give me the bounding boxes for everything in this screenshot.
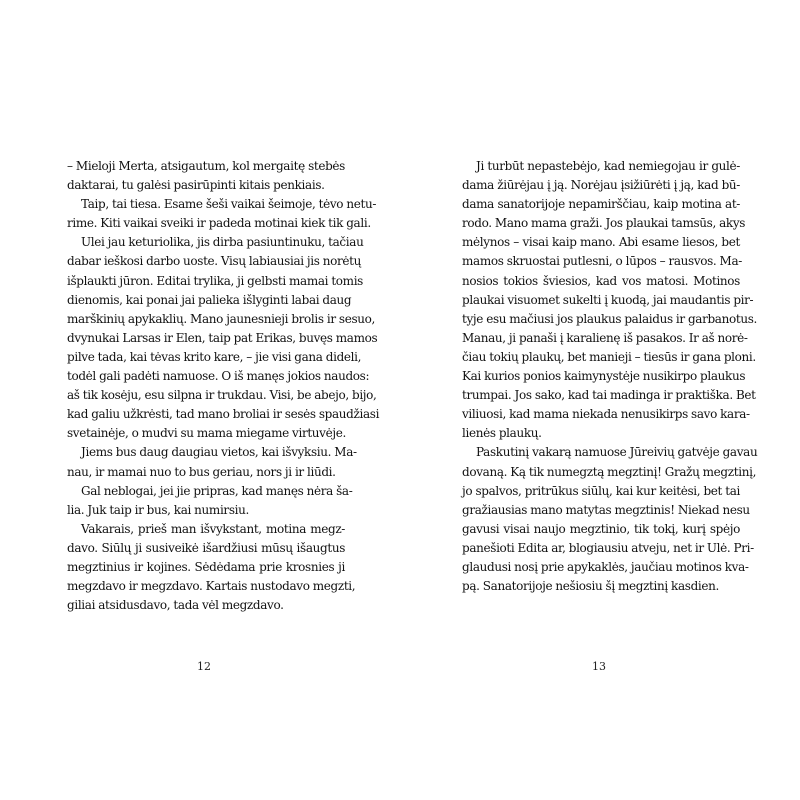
text-line: dovaną. Ką tik numegztą megztinį! Gražų megztinį, <box>462 464 757 479</box>
text-line: plaukai visuomet sukelti į kuodą, jai maudantis pir- <box>462 292 754 307</box>
text-line: trumpai. Jos sako, kad tai madinga ir praktiška. Bet <box>462 388 756 403</box>
text-line: marškinių apykaklių. Mano jaunesnieji brolis ir sesuo, <box>67 311 375 326</box>
text-line: viliuosi, kad mama niekada nenusikirps savo kara- <box>462 407 750 422</box>
text-line: Ulei jau keturiolika, jis dirba pasiuntinuku, tačiau <box>81 235 364 250</box>
text-line: giliai atsidusdavo, tada vėl megzdavo. <box>67 598 284 613</box>
text-line: kad galiu užkrėsti, tad mano broliai ir sesės spaudžiasi <box>67 407 380 422</box>
text-line: aš tik kosėju, esu silpna ir trukdau. Visi, be abejo, bijo, <box>67 388 377 403</box>
text-line: Taip, tai tiesa. Esame šeši vaikai šeimoje, tėvo netu- <box>81 197 377 212</box>
right-page <box>400 0 800 800</box>
text-line: daktarai, tu galėsi pasirūpinti kitais penkiais. <box>67 178 325 193</box>
text-line: dienomis, kai ponai jai palieka išlyginti labai daug <box>67 292 352 307</box>
text-line: rime. Kiti vaikai sveiki ir padeda motinai kiek tik gali. <box>67 216 371 231</box>
page-number: 13 <box>592 660 606 673</box>
text-line: Kai kurios ponios kaimynystėje nusikirpo plaukus <box>462 369 746 384</box>
text-line: nau, ir mamai nuo to bus geriau, nors ji ir liūdi. <box>67 464 336 479</box>
text-line: dabar ieškosi darbo uoste. Visų labiausiai jis norėtų <box>67 254 361 269</box>
text-line: lia. Juk taip ir bus, kai numirsiu. <box>67 502 249 517</box>
left-page-text <box>67 157 380 615</box>
right-page-text <box>462 157 758 596</box>
text-line: gavusi visai naujo megztinio, tik tokį, kurį spėjo <box>462 521 740 536</box>
text-line: – Mieloji Merta, atsigautum, kol mergaitę stebės <box>67 159 345 173</box>
text-line: jo spalvos, pritrūkus siūlų, kai kur keitėsi, bet tai <box>462 483 740 498</box>
text-line: dama žiūrėjau į ją. Norėjau įsižiūrėti į ją, kad bū- <box>462 178 740 193</box>
text-line: čiau tokių plaukų, bet manieji – tiesūs ir gana ploni. <box>462 349 756 364</box>
text-line: mėlynos – visai kaip mano. Abi esame liesos, bet <box>462 235 740 250</box>
text-line: išplaukti jūron. Editai trylika, ji gelbsti mamai tomis <box>67 273 363 288</box>
text-line: pą. Sanatorijoje nešiosiu šį megztinį kasdien. <box>462 579 720 594</box>
text-line: Manau, ji panaši į karalienę iš pasakos. Ir aš norė- <box>462 330 748 345</box>
text-line: gražiausias mano matytas megztinis! Niekad nesu <box>462 502 750 517</box>
text-line: dama sanatorijoje nepamirščiau, kaip motina at- <box>462 197 740 212</box>
page-number: 12 <box>197 660 211 673</box>
text-line: dvynukai Larsas ir Elen, taip pat Erikas, buvęs mamos <box>67 330 378 345</box>
text-line: nosios tokios šviesios, kad vos matosi. Motinos <box>462 273 740 288</box>
text-line: svetainėje, o mudvi su mama miegame virtuvėje. <box>67 426 346 441</box>
text-line: tyje esu mačiusi jos plaukus palaidus ir garbanotus. <box>462 311 757 326</box>
text-line: megzdavo ir megzdavo. Kartais nustodavo megzti, <box>67 579 356 594</box>
text-line: pilve tada, kai tėvas krito kare, – jie visi gana dideli, <box>67 349 362 364</box>
text-line: mamos skruostai putlesni, o lūpos – rausvos. Ma- <box>462 254 743 269</box>
text-line: glaudusi nosį prie apykaklės, jaučiau motinos kva- <box>462 559 749 574</box>
text-line: Vakarais, prieš man išvykstant, motina megz- <box>81 521 345 536</box>
text-line: Ji turbūt nepastebėjo, kad nemiegojau ir gulė- <box>476 159 740 173</box>
text-line: todėl gali padėti namuose. O iš manęs jokios naudos: <box>67 369 370 384</box>
text-line: panešioti Edita ar, blogiausiu atveju, net ir Ulė. Pri- <box>462 540 754 555</box>
text-line: Paskutinį vakarą namuose Jūreivių gatvėje gavau <box>476 445 758 460</box>
text-line: megztinius ir kojines. Sėdėdama prie krosnies ji <box>67 559 345 574</box>
text-line: Jiems bus daug daugiau vietos, kai išvyksiu. Ma- <box>81 445 357 460</box>
text-line: davo. Siūlų ji susiveikė išardžiusi mūsų išaugtus <box>67 540 345 555</box>
text-line: rodo. Mano mama graži. Jos plaukai tamsūs, akys <box>462 216 746 231</box>
text-line: Gal neblogai, jei jie pripras, kad manęs nėra ša- <box>81 483 353 498</box>
text-line: lienės plaukų. <box>462 426 542 441</box>
